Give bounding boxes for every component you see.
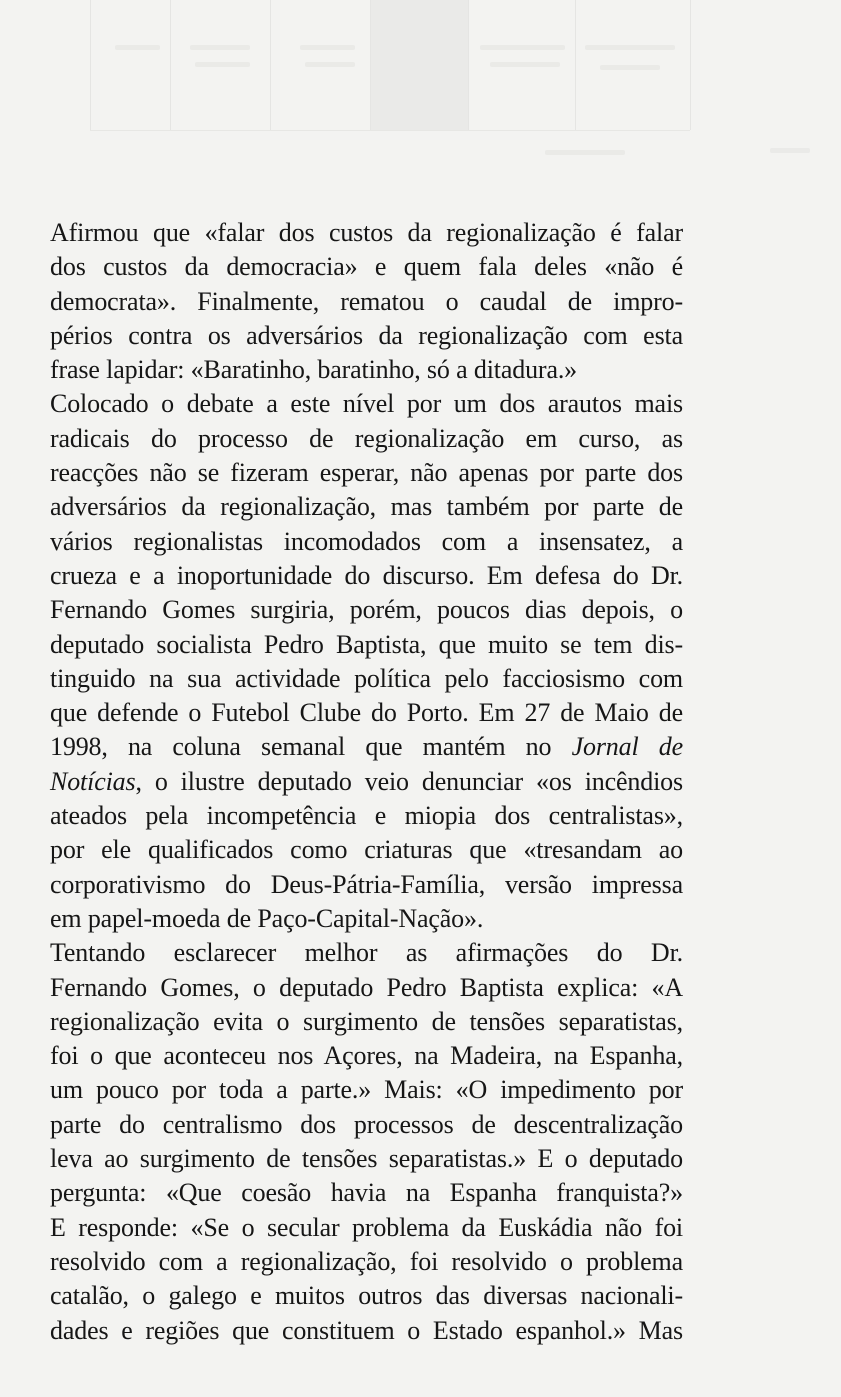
text-line: reacções não se fizeram esperar, não apenas por parte dos	[50, 458, 683, 488]
bleed-ghost-text	[600, 65, 660, 70]
newspaper-title-italic: Jornal de	[571, 732, 683, 762]
text-line: Fernando Gomes, o deputado Pedro Baptista explica: «A	[50, 972, 683, 1002]
bleed-ghost-text	[115, 45, 160, 50]
text-line: parte do centralismo dos processos de descentralização	[50, 1109, 683, 1139]
bleed-ghost-text	[490, 62, 560, 67]
bleed-grid-line	[370, 0, 371, 130]
text-line: regionalização evita o surgimento de tensões separatistas,	[50, 1006, 683, 1036]
text-line: corporativismo do Deus-Pátria-Família, versão impressa	[50, 869, 683, 899]
text-line: adversários da regionalização, mas também por parte de	[50, 492, 683, 522]
bleed-ghost-text	[190, 45, 250, 50]
text-line-with-italic	[50, 765, 683, 799]
reverse-page-bleed-through	[0, 0, 841, 170]
text-line: leva ao surgimento de tensões separatistas.» E o deputado	[50, 1144, 683, 1174]
text-line: vários regionalistas incomodados com a insensatez, a	[50, 526, 683, 556]
text-line: por ele qualificados como criaturas que «tresandam ao	[50, 835, 683, 865]
text-line: dades e regiões que constituem o Estado espanhol.» Mas	[50, 1315, 683, 1345]
text-line: catalão, o galego e muitos outros das diversas nacionali-	[50, 1281, 683, 1311]
bleed-grid-line	[170, 0, 171, 130]
bleed-ghost-text	[585, 45, 675, 50]
bleed-ghost-text	[195, 62, 250, 67]
bleed-grid-line	[575, 0, 576, 130]
bleed-grid-line	[90, 0, 91, 130]
bleed-ghost-text	[770, 148, 810, 153]
text-line: ateados pela incompetência e miopia dos centralistas»,	[50, 801, 683, 831]
bleed-shaded-column	[370, 0, 468, 130]
bleed-grid-line	[270, 0, 271, 130]
text-line: radicais do processo de regionalização em curso, as	[50, 423, 683, 453]
text-line: dos custos da democracia» e quem fala deles «não é	[50, 252, 683, 282]
text-line-with-italic	[50, 730, 683, 764]
text-line: Afirmou que «falar dos custos da regionalização é falar	[50, 218, 683, 247]
text-line: frase lapidar: «Baratinho, baratinho, só a ditadura.»	[50, 355, 578, 385]
bleed-ghost-text	[305, 62, 355, 67]
text-line: pergunta: «Que coesão havia na Espanha franquista?»	[50, 1178, 683, 1208]
newspaper-title-italic: Notícias	[50, 766, 136, 796]
bleed-grid-line	[690, 0, 691, 130]
text-line: deputado socialista Pedro Baptista, que muito se tem dis-	[50, 629, 683, 659]
page-body-text	[50, 216, 683, 1348]
text-line: Colocado o debate a este nível por um dos arautos mais	[50, 389, 683, 419]
text-line: Fernando Gomes surgiria, porém, poucos dias depois, o	[50, 595, 683, 625]
text-line: que defende o Futebol Clube do Porto. Em 27 de Maio de	[50, 698, 683, 728]
text-segment: 1998, na coluna semanal que mantém no	[50, 732, 572, 762]
text-line: em papel-moeda de Paço-Capital-Nação».	[50, 903, 484, 933]
text-line: E responde: «Se o secular problema da Euskádia não foi	[50, 1212, 683, 1242]
text-line: um pouco por toda a parte.» Mais: «O impedimento por	[50, 1075, 683, 1105]
bleed-grid-line	[468, 0, 469, 130]
text-line: crueza e a inoportunidade do discurso. Em defesa do Dr.	[50, 560, 683, 590]
text-segment: , o ilustre deputado veio denunciar «os incêndios	[135, 766, 683, 796]
text-line: resolvido com a regionalização, foi resolvido o problema	[50, 1246, 683, 1276]
text-line: périos contra os adversários da regionalização com esta	[50, 320, 683, 350]
bleed-ghost-text	[480, 45, 565, 50]
bleed-ghost-text	[300, 45, 355, 50]
bleed-ghost-text	[545, 150, 625, 155]
text-line: Tentando esclarecer melhor as afirmações do Dr.	[50, 938, 683, 968]
text-line: tinguido na sua actividade política pelo facciosismo com	[50, 663, 683, 693]
text-line: foi o que aconteceu nos Açores, na Madeira, na Espanha,	[50, 1041, 683, 1071]
bleed-rule	[90, 130, 690, 131]
text-line: democrata». Finalmente, rematou o caudal de impro-	[50, 286, 683, 316]
